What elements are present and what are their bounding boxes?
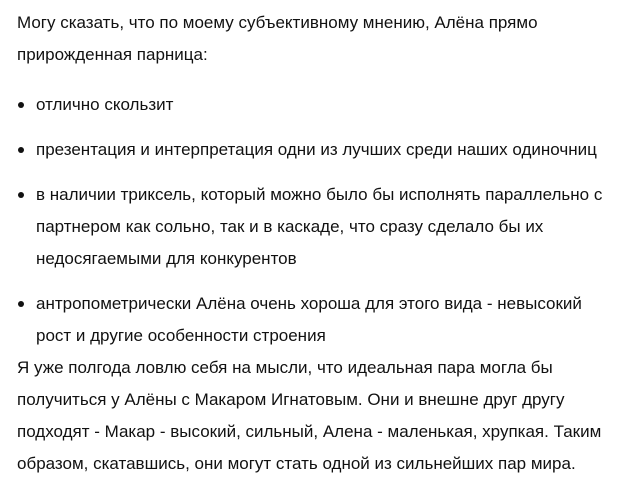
qualities-list <box>17 89 617 352</box>
list-item-text: отлично скользит <box>36 95 174 114</box>
bullet-icon <box>18 301 24 307</box>
list-item <box>17 89 617 121</box>
list-item <box>17 179 617 275</box>
bullet-icon <box>18 192 24 198</box>
conclusion-paragraph: Я уже полгода ловлю себя на мысли, что идеальная пара могла бы получиться у Алёны с Макаром Игнатовым. Они и внешне друг другу подходят - Макар - высокий, сильный, Алена - маленькая, хрупкая. Таким образом, скатавшись, они могут стать одной из сильнейших пар мира. <box>17 358 602 473</box>
list-item <box>17 134 617 166</box>
bullet-icon <box>18 102 24 108</box>
list-item-text: в наличии триксель, который можно было бы исполнять параллельно с партнером как сольно, так и в каскаде, что сразу сделало бы их недосягаемыми для конкурентов <box>36 185 603 268</box>
intro-paragraph: Могу сказать, что по моему субъективному мнению, Алёна прямо прирожденная парница: <box>17 13 538 64</box>
list-item-text: антропометрически Алёна очень хороша для этого вида - невысокий рост и другие особенности строения <box>36 294 582 345</box>
bullet-icon <box>18 147 24 153</box>
list-item <box>17 288 617 352</box>
list-item-text: презентация и интерпретация одни из лучших среди наших одиночниц <box>36 140 597 159</box>
